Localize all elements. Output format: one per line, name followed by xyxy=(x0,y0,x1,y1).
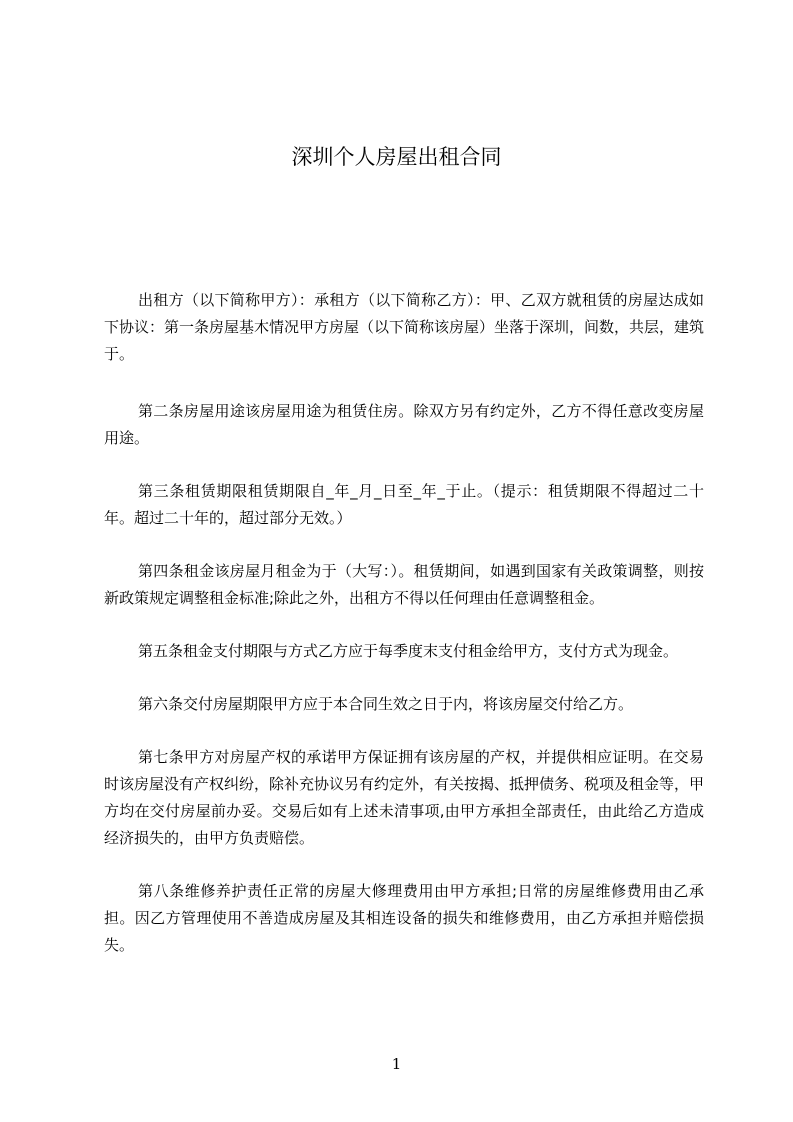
page-title: 深圳个人房屋出租合同 xyxy=(291,145,502,169)
paragraph-article-3: 第三条租赁期限租赁期限自_年_月_日至_年_于止。（提示：租赁期限不得超过二十年。超过二十年的，超过部分无效。） xyxy=(104,482,704,527)
paragraph-article-4: 第四条租金该房屋月租金为于（大写：）。租赁期间，如遇到国家有关政策调整，则按新政策规定调整租金标准;除此之外，出租方不得以任何理由任意调整租金。 xyxy=(104,562,704,607)
paragraph-article-2: 第二条房屋用途该房屋用途为租赁住房。除双方另有约定外，乙方不得任意改变房屋用途。 xyxy=(104,402,704,447)
paragraph-article-6: 第六条交付房屋期限甲方应于本合同生效之日于内，将该房屋交付给乙方。 xyxy=(138,695,634,713)
page-number: 1 xyxy=(391,1055,402,1073)
paragraph-article-5: 第五条租金支付期限与方式乙方应于每季度末支付租金给甲方，支付方式为现金。 xyxy=(138,642,679,660)
paragraph-article-7: 第七条甲方对房屋产权的承诺甲方保证拥有该房屋的产权，并提供相应证明。在交易时该房屋没有产权纠纷，除补充协议另有约定外，有关按揭、抵押债务、税项及租金等，甲方均在交付房屋前办妥。交易后如有上述未清事项,由甲方承担全部责任，由此给乙方造成经济损失的，由甲方负责赔偿。 xyxy=(104,748,705,847)
paragraph-parties-and-article-1: 出租方（以下简称甲方）：承租方（以下简称乙方）：甲、乙双方就租赁的房屋达成如下协议：第一条房屋基木情况甲方房屋（以下简称该房屋）坐落于深圳，间数，共层，建筑于。 xyxy=(104,291,705,363)
paragraph-article-8: 第八条维修养护责任正常的房屋大修理费用由甲方承担;日常的房屋维修费用由乙承担。因乙方管理使用不善造成房屋及其相连设备的损失和维修费用，由乙方承担并赔偿损失。 xyxy=(104,882,704,954)
contract-body xyxy=(104,287,704,985)
